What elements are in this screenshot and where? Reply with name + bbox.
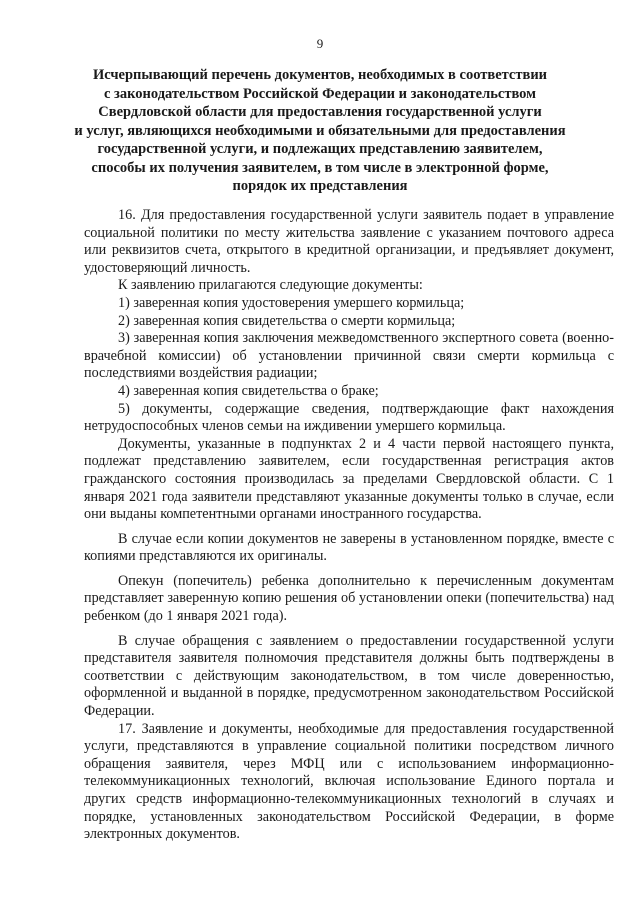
title-line: Исчерпывающий перечень документов, необходимых в соответствии <box>92 67 548 83</box>
title-line: государственной услуги, и подлежащих представлению заявителем, <box>97 141 543 157</box>
list-item-5: 5) документы, содержащие сведения, подтверждающие факт нахождения нетрудоспособных членов семьи на иждивении умершего кормильца. <box>84 400 614 435</box>
paragraph-registration-note: Документы, указанные в подпунктах 2 и 4 части первой настоящего пункта, подлежат представлению заявителем, если государственная регистрация актов гражданского состояния производилась за пределами Свердловской области. С 1 января 2021 года заявители представляют указанные документы только в случае, если они выданы компетентными органами иностранного государства. <box>84 435 614 523</box>
paragraph-item-16: 16. Для предоставления государственной услуги заявитель подает в управление социальной политики по месту жительства заявление с указанием почтового адреса или реквизитов счета, открытого в кредитной организации, и предъявляет документ, удостоверяющий личность. <box>84 207 614 276</box>
paragraph-attachments-intro: К заявлению прилагаются следующие документы: <box>118 277 423 294</box>
title-line: и услуг, являющихся необходимыми и обязательными для предоставления <box>74 122 566 139</box>
title-line: с законодательством Российской Федерации и законодательством <box>103 85 537 102</box>
document-body <box>84 207 614 844</box>
page-number: 9 <box>316 36 324 51</box>
title-line: порядок их представления <box>232 178 408 194</box>
list-item-3: 3) заверенная копия заключения межведомственного экспертного совета (военно-врачебной комиссии) об установлении причинной связи смерти кормильца с последствиями воздействия радиации; <box>84 330 614 382</box>
list-item-1: 1) заверенная копия удостоверения умершего кормильца; <box>118 294 465 311</box>
paragraph-originals: В случае если копии документов не заверены в установленном порядке, вместе с копиями представляются их оригиналы. <box>84 530 614 565</box>
paragraph-item-17: 17. Заявление и документы, необходимые для предоставления государственной услуги, представляются в управление социальной политики посредством личного обращения заявителя, через МФЦ или с использованием информационно-телекоммуникационных технологий, включая использование Единого портала и других средств информационно-телекоммуникационных технологий в случаях и порядке, установленных законодательством Российской Федерации, в форме электронных документов. <box>84 720 614 843</box>
paragraph-guardian: Опекун (попечитель) ребенка дополнительно к перечисленным документам представляет заверенную копию решения об установлении опеки (попечительства) над ребенком (до 1 января 2021 года). <box>84 572 614 625</box>
list-item-4: 4) заверенная копия свидетельства о браке; <box>118 382 379 399</box>
list-item-2: 2) заверенная копия свидетельства о смерти кормильца; <box>118 312 456 329</box>
paragraph-representative: В случае обращения с заявлением о предоставлении государственной услуги представителя заявителя полномочия представителя должны быть подтверждены в соответствии с действующим законодательством, в том числе доверенностью, оформленной и выданной в порядке, предусмотренном законодательством Российской Федерации. <box>84 632 614 720</box>
title-line: способы их получения заявителем, в том числе в электронной форме, <box>91 159 549 176</box>
section-title <box>70 66 570 196</box>
title-line: Свердловской области для предоставления государственной услуги <box>98 104 542 120</box>
